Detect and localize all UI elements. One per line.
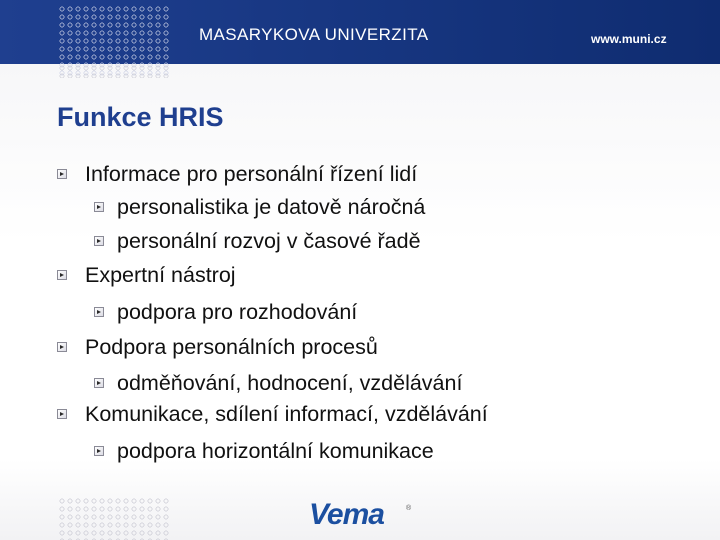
list-item	[117, 299, 357, 325]
list-item-text: Komunikace, sdílení informací, vzdělávání	[85, 402, 488, 426]
list-item	[85, 401, 488, 427]
slide-title: Funkce HRIS	[57, 102, 224, 132]
bullet-arrow-icon	[94, 307, 104, 317]
list-item-text: Informace pro personální řízení lidí	[85, 162, 418, 186]
bullet-arrow-icon	[57, 409, 67, 419]
vema-logo	[307, 497, 417, 529]
university-website: www.muni.cz	[591, 32, 667, 46]
bullet-arrow-icon	[94, 378, 104, 388]
list-item	[117, 194, 425, 220]
list-item-text: personální rozvoj v časové řadě	[117, 229, 421, 253]
bullet-arrow-icon	[94, 202, 104, 212]
dot-pattern-decoration-fade	[58, 64, 170, 78]
dot-pattern-decoration-bottom	[58, 497, 170, 540]
bullet-arrow-icon	[94, 236, 104, 246]
bullet-arrow-icon	[94, 446, 104, 456]
list-item-text: odměňování, hodnocení, vzdělávání	[117, 371, 463, 395]
bullet-arrow-icon	[57, 342, 67, 352]
bullet-arrow-icon	[57, 169, 67, 179]
list-item	[117, 228, 421, 254]
list-item-text: Expertní nástroj	[85, 263, 236, 287]
list-item	[85, 161, 417, 187]
list-item-text: personalistika je datově náročná	[117, 195, 426, 219]
list-item-text: podpora horizontální komunikace	[117, 439, 434, 463]
university-name: MASARYKOVA UNIVERZITA	[199, 25, 429, 44]
list-item	[85, 334, 378, 360]
vema-logo-text: Vema	[309, 498, 384, 529]
vema-logo-registered-mark: ®	[406, 505, 412, 512]
list-item	[117, 370, 462, 396]
list-item	[85, 262, 236, 288]
list-item-text: podpora pro rozhodování	[117, 300, 358, 324]
list-item-text: Podpora personálních procesů	[85, 335, 378, 359]
bullet-arrow-icon	[57, 270, 67, 280]
header-bar	[0, 0, 720, 64]
list-item	[117, 438, 434, 464]
